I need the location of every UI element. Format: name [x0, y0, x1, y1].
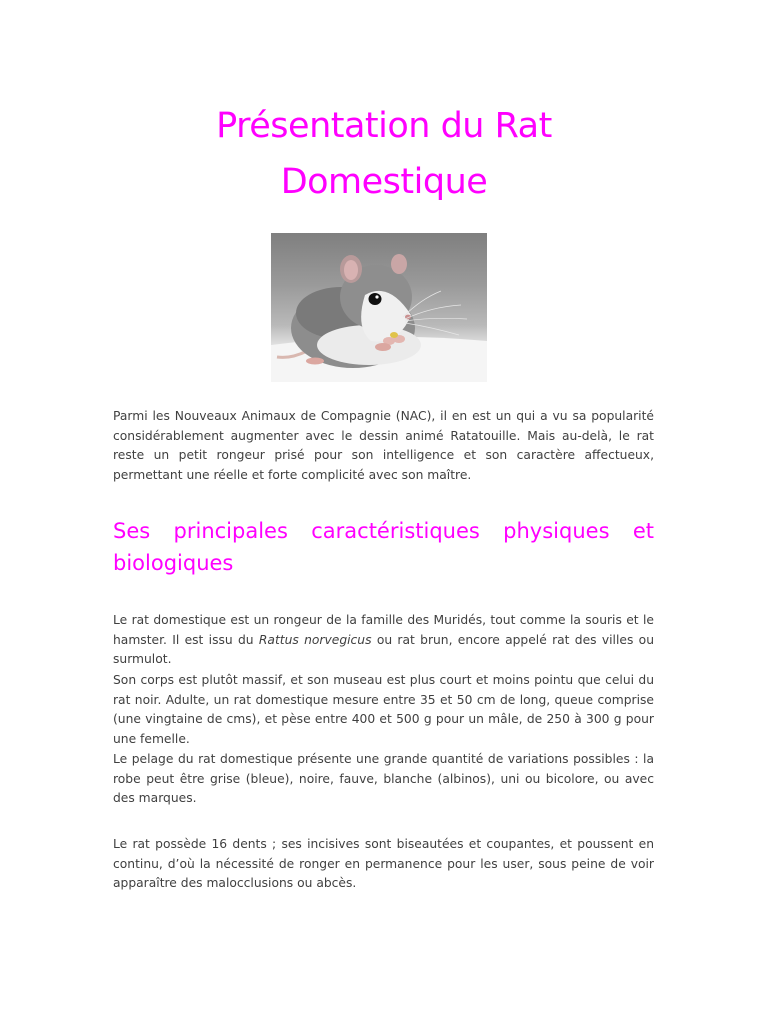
intro-paragraph: Parmi les Nouveaux Animaux de Compagnie (NAC), il en est un qui a vu sa popularité considérablement augmenter avec le dessin animé Ratatouille. Mais au-delà, le rat reste un petit rongeur prisé pour son intelligence et son caractère affectueux, permettant une réelle et forte complicité avec son maître. — [113, 409, 654, 482]
paragraph-origin-text-end: ou rat brun, encore appelé rat des villes ou surmulot. — [113, 632, 654, 666]
paragraph-teeth: Le rat possède 16 dents ; ses incisives sont biseautées et coupantes, et poussent en continu, d’où la nécessité de ronger en permanence pour les user, sous peine de voir apparaître des malocclusions ou abcès. — [113, 837, 654, 890]
document-title: Présentation du Rat Domestique — [216, 106, 552, 202]
paragraph-size: Son corps est plutôt massif, et son museau est plus court et moins pointu que celui du rat noir. Adulte, un rat domestique mesure entre 35 et 50 cm de long, queue comprise (une vingtaine de cms), et pèse entre 400 et 500 g pour un mâle, de 250 à 300 g pour une femelle. — [113, 673, 654, 746]
paragraph-coat: Le pelage du rat domestique présente une grande quantité de variations possibles : la robe peut être grise (bleue), noire, fauve, blanche (albinos), uni ou bicolore, ou avec des marques. — [113, 752, 654, 805]
section-heading: Ses principales caractéristiques physiques et biologiques — [113, 519, 654, 575]
species-name: Rattus norvegicus — [258, 632, 372, 647]
paragraph-origin-text-start: Le rat domestique est un rongeur de la famille des Muridés, tout comme la souris et le hamster. Il est issu du — [113, 613, 654, 647]
rat-photo — [271, 233, 487, 382]
paragraph-origin — [113, 611, 654, 670]
